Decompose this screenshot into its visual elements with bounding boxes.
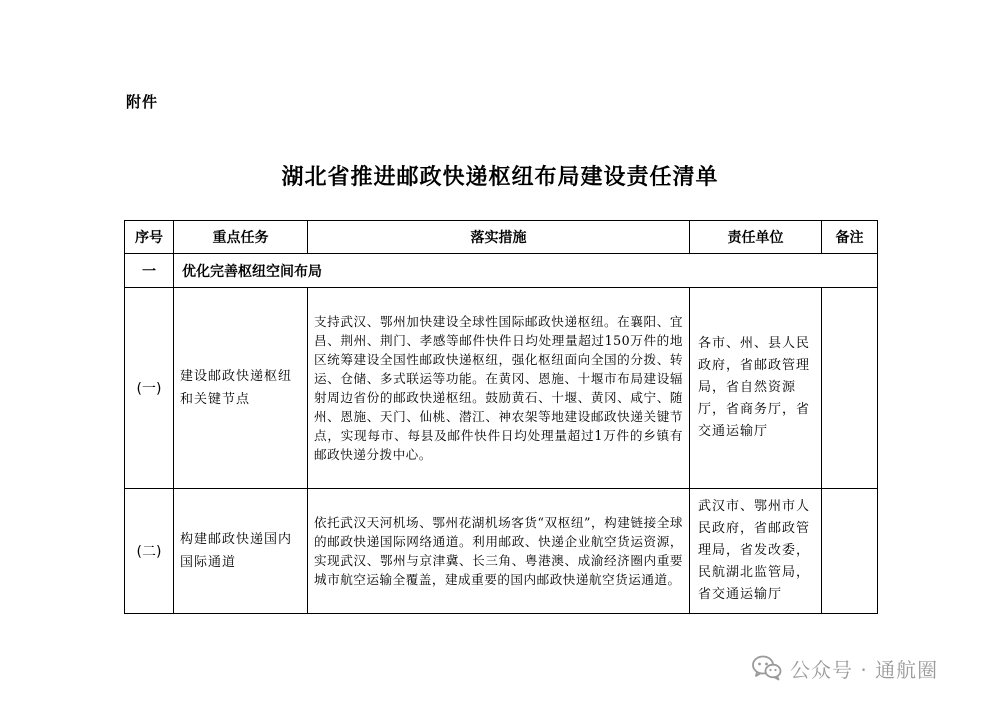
row-responsible-unit: 各市、州、县人民政府，省邮政管理局，省自然资源厅，省商务厅，省交通运输厅 — [690, 288, 822, 489]
section-title: 优化完善枢纽空间布局 — [174, 254, 878, 288]
section-row — [125, 254, 878, 288]
row-task: 构建邮政快递国内国际通道 — [174, 489, 308, 614]
row-task: 建设邮政快递枢纽和关键节点 — [174, 288, 308, 489]
row-remark — [822, 288, 878, 489]
header-no: 序号 — [125, 221, 174, 254]
row-number: (一) — [125, 288, 174, 489]
table-row — [125, 489, 878, 614]
header-remark: 备注 — [822, 221, 878, 254]
document-title: 湖北省推进邮政快递枢纽布局建设责任清单 — [281, 164, 719, 190]
watermark-text: 公众号 · 通航圈 — [790, 657, 939, 682]
table-row — [125, 288, 878, 489]
header-task: 重点任务 — [174, 221, 308, 254]
row-measures: 支持武汉、鄂州加快建设全球性国际邮政快递枢纽。在襄阳、宜昌、荆州、荆门、孝感等邮件快件日均处理量超过150万件的地区统筹建设全国性邮政快递枢纽，强化枢纽面向全国的分拨、转运、仓储、多式联运等功能。在黄冈、恩施、十堰市布局建设辐射周边省份的邮政快递枢纽。鼓励黄石、十堰、黄冈、咸宁、随州、恩施、天门、仙桃、潜江、神农架等地建设邮政快递关键节点，实现每市、每县及邮件快件日均处理量超过1万件的乡镇有邮政快递分拨中心。 — [308, 288, 690, 489]
row-responsible-unit: 武汉市、鄂州市人民政府，省邮政管理局，省发改委，民航湖北监管局，省交通运输厅 — [690, 489, 822, 614]
header-measures: 落实措施 — [308, 221, 690, 254]
section-number: 一 — [125, 254, 174, 288]
row-number: (二) — [125, 489, 174, 614]
row-remark — [822, 489, 878, 614]
responsibility-table — [124, 220, 878, 614]
row-measures: 依托武汉天河机场、鄂州花湖机场客货“双枢纽”，构建链接全球的邮政快递国际网络通道。利用邮政、快递企业航空货运资源，实现武汉、鄂州与京津冀、长三角、粤港澳、成渝经济圈内重要城市航空运输全覆盖，建成重要的国内邮政快递航空货运通道。 — [308, 489, 690, 614]
table-header-row — [125, 221, 878, 254]
watermark — [752, 651, 938, 685]
header-unit: 责任单位 — [690, 221, 822, 254]
attachment-label: 附件 — [126, 93, 159, 111]
wechat-icon — [752, 655, 782, 681]
